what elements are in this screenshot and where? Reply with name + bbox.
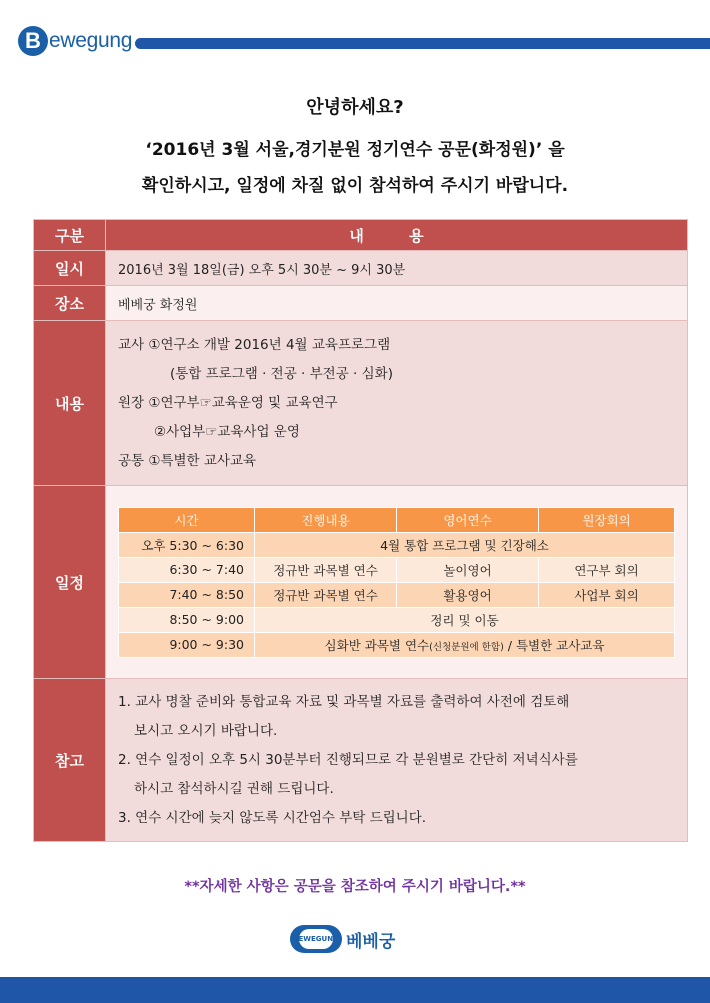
- date-value: 2016년 3월 18일(금) 오후 5시 30분 ~ 9시 30분: [106, 251, 688, 286]
- table-row-schedule: [34, 486, 688, 679]
- schedule-row: [119, 557, 675, 582]
- content-line: 교사 ①연구소 개발 2016년 4월 교육프로그램: [118, 336, 391, 353]
- note-line: 하시고 참석하시길 권해 드립니다.: [134, 780, 334, 797]
- table-row-content: [34, 321, 688, 486]
- schedule-time: 7:40 ~ 8:50: [119, 582, 255, 607]
- content-cell: [106, 321, 688, 486]
- header-bar: [135, 38, 710, 49]
- place-label: 장소: [34, 286, 106, 321]
- schedule-director: 사업부 회의: [539, 582, 675, 607]
- schedule-content-note: (신청분원에 한함): [429, 641, 504, 653]
- content-line: 원장 ①연구부☞교육운영 및 교육연구: [118, 394, 338, 411]
- brand-logo: [18, 26, 132, 56]
- date-label: 일시: [34, 251, 106, 286]
- schedule-row: [119, 632, 675, 657]
- intro-line-3: 확인하시고, 일정에 차질 없이 참석하여 주시기 바랍니다.: [141, 176, 569, 196]
- footer-note: **자세한 사항은 공문을 참조하여 주시기 바랍니다.**: [184, 879, 526, 895]
- schedule-content-extra: / 특별한 교사교육: [503, 637, 605, 653]
- schedule-header-english: 영어연수: [397, 507, 539, 532]
- schedule-time: 오후 5:30 ~ 6:30: [119, 532, 255, 557]
- footer-bar: [0, 977, 710, 1003]
- intro-line-2: ‘2016년 3월 서울,경기분원 정기연수 공문(화정원)’ 을: [145, 140, 565, 160]
- schedule-english: 놀이영어: [397, 557, 539, 582]
- content-label: 내용: [34, 321, 106, 486]
- schedule-content: 정리 및 이동: [255, 607, 675, 632]
- table-header-row: [34, 220, 688, 251]
- schedule-content: 정규반 과목별 연수: [255, 557, 397, 582]
- note-cell: [106, 679, 688, 842]
- schedule-header-content: 진행내용: [255, 507, 397, 532]
- schedule-time: 9:00 ~ 9:30: [119, 632, 255, 657]
- schedule-label: 일정: [34, 486, 106, 679]
- logo-badge-icon: [290, 925, 342, 953]
- logo-text: ewegung: [49, 29, 133, 52]
- header-category: 구분: [34, 220, 106, 251]
- schedule-header-director: 원장회의: [539, 507, 675, 532]
- note-line: 보시고 오시기 바랍니다.: [134, 722, 278, 739]
- logo-circle-icon: B: [18, 26, 48, 56]
- schedule-content: 4월 통합 프로그램 및 긴장해소: [255, 532, 675, 557]
- place-value: 베베궁 화정원: [106, 286, 688, 321]
- schedule-director: 연구부 회의: [539, 557, 675, 582]
- schedule-row: [119, 532, 675, 557]
- schedule-header-time: 시간: [119, 507, 255, 532]
- table-row-note: [34, 679, 688, 842]
- schedule-content-main: 심화반 과목별 연수: [324, 637, 430, 653]
- schedule-time: 8:50 ~ 9:00: [119, 607, 255, 632]
- note-line: 3. 연수 시간에 늦지 않도록 시간엄수 부탁 드립니다.: [118, 809, 427, 826]
- schedule-cell: [106, 486, 688, 679]
- note-line: 1. 교사 명찰 준비와 통합교육 자료 및 과목별 자료를 출력하여 사전에 검토해: [118, 693, 570, 710]
- schedule-content: [255, 632, 675, 657]
- schedule-content: 정규반 과목별 연수: [255, 582, 397, 607]
- content-line: 공통 ①특별한 교사교육: [118, 452, 257, 469]
- schedule-header-row: [119, 507, 675, 532]
- schedule-time: 6:30 ~ 7:40: [119, 557, 255, 582]
- schedule-row: [119, 582, 675, 607]
- schedule-row: [119, 607, 675, 632]
- logo-name: 베베궁: [346, 931, 396, 952]
- note-line: 2. 연수 일정이 오후 5시 30분부터 진행되므로 각 분원별로 간단히 저녁식사를: [118, 751, 578, 768]
- logo-badge-text: BEWEGUNG: [299, 929, 333, 949]
- schedule-table: [118, 507, 675, 658]
- table-row-date: [34, 251, 688, 286]
- table-row-place: [34, 286, 688, 321]
- schedule-english: 활용영어: [397, 582, 539, 607]
- greeting: 안녕하세요?: [306, 97, 404, 118]
- content-line: (통합 프로그램 · 전공 · 부전공 · 심화): [170, 365, 393, 382]
- info-table: [33, 219, 688, 842]
- note-label: 참고: [34, 679, 106, 842]
- content-line: ②사업부☞교육사업 운영: [154, 423, 300, 440]
- bottom-logo: [290, 924, 395, 954]
- header-content: 내 용: [106, 220, 688, 251]
